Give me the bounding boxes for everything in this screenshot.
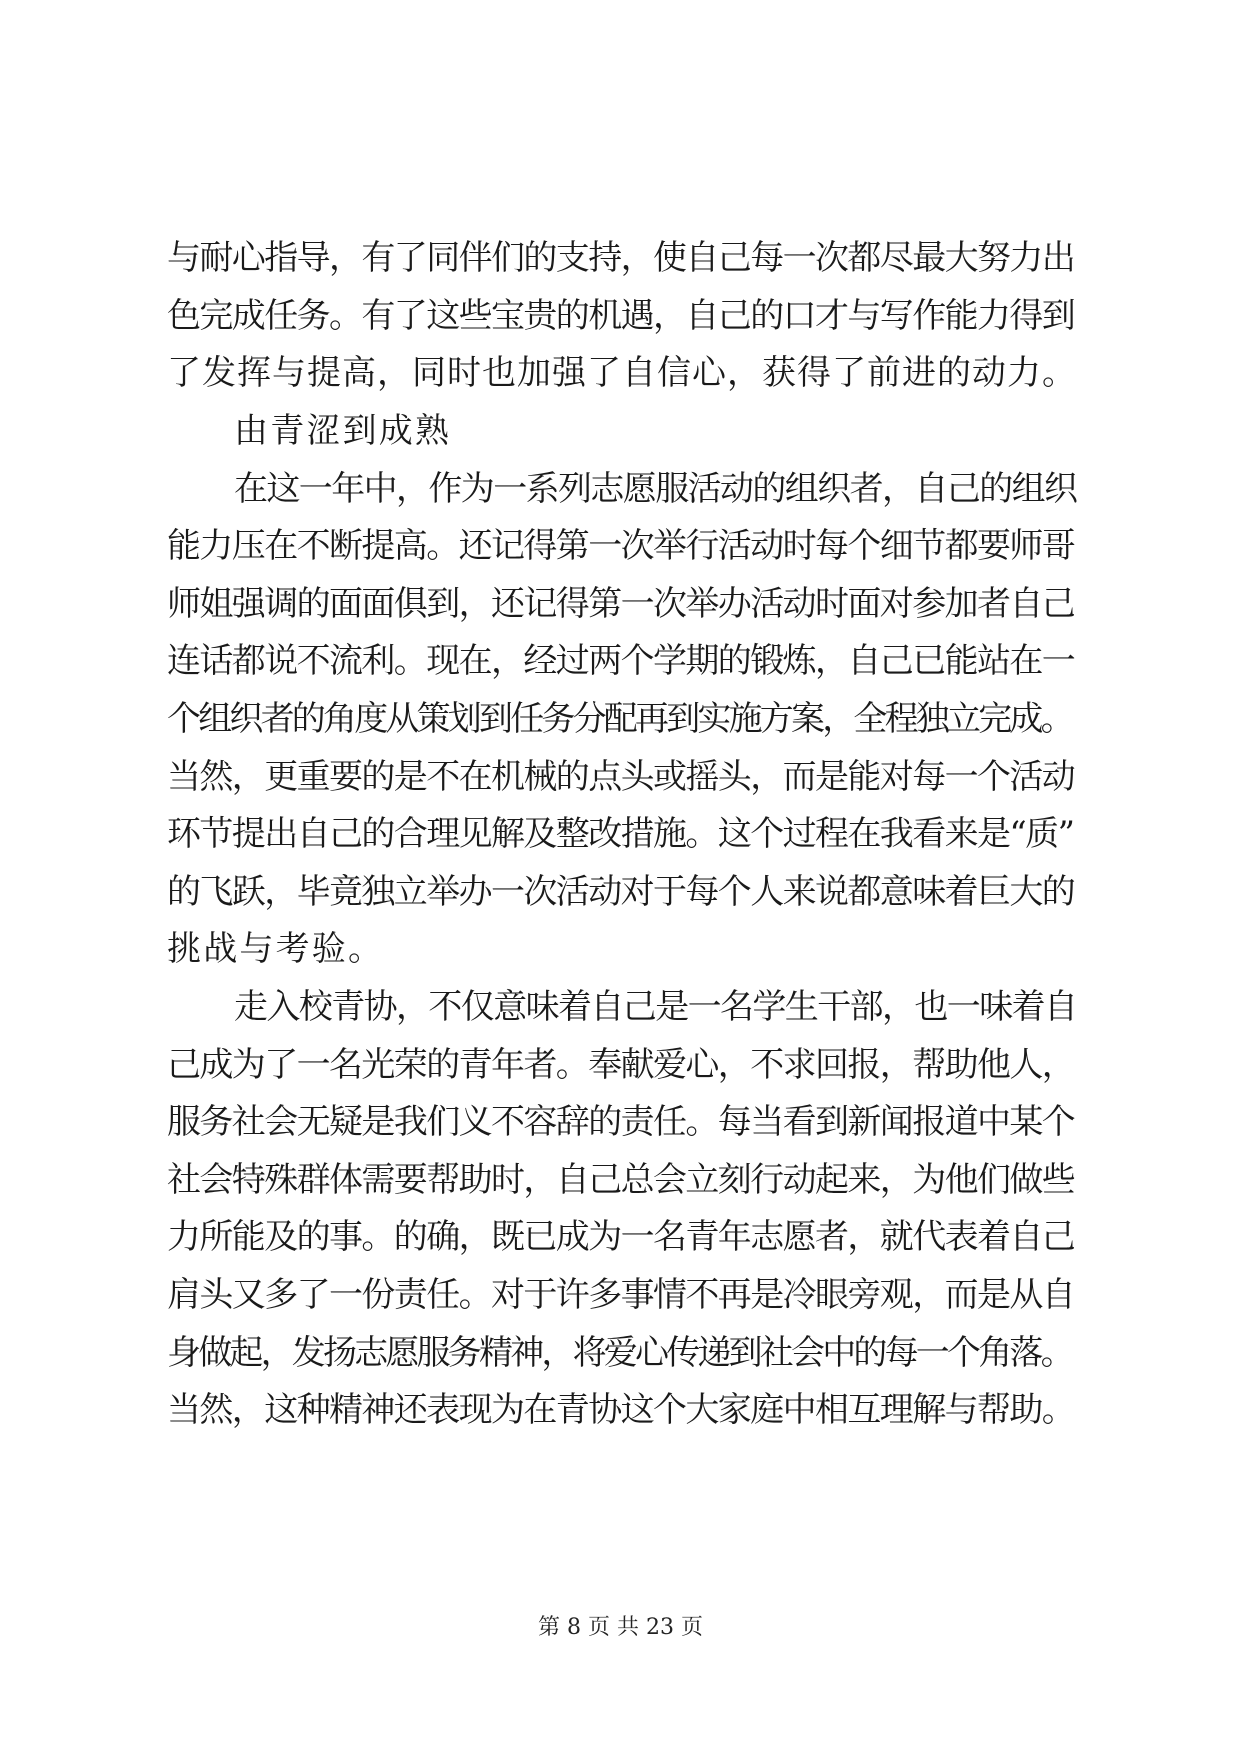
body-text-line: 当然，更重要的是不在机械的点头或摇头，而是能对每一个活动 (167, 757, 1075, 797)
body-text-line: 连话都说不流利。现在，经过两个学期的锻炼，自己已能站在一 (167, 641, 1075, 681)
body-text-line: 在这一年中，作为一系列志愿服活动的组织者，自己的组织 (234, 469, 1077, 509)
body-text-line: 身做起，发扬志愿服务精神，将爱心传递到社会中的每一个角落。 (167, 1333, 1072, 1373)
body-text-line: 社会特殊群体需要帮助时，自己总会立刻行动起来，为他们做些 (167, 1160, 1075, 1200)
body-text-line: 能力压在不断提高。还记得第一次举行活动时每个细节都要师哥 (167, 526, 1075, 566)
body-text-line: 服务社会无疑是我们义不容辞的责任。每当看到新闻报道中某个 (167, 1102, 1075, 1142)
body-text-line: 环节提出自己的合理见解及整改措施。这个过程在我看来是“质” (167, 814, 1074, 854)
page-number-footer: 第 8 页 共 23 页 (538, 1615, 703, 1640)
body-text-line: 挑战与考验。 (167, 929, 385, 969)
body-text-line: 肩头又多了一份责任。对于许多事情不再是冷眼旁观，而是从自 (167, 1275, 1075, 1315)
body-text-line: 了发挥与提高，同时也加强了自信心，获得了前进的动力。 (167, 353, 1077, 393)
body-text-line: 力所能及的事。的确，既已成为一名青年志愿者，就代表着自己 (167, 1217, 1075, 1257)
body-text-line: 己成为了一名光荣的青年者。奉献爱心，不求回报，帮助他人， (167, 1045, 1075, 1085)
body-text-line: 当然，这种精神还表现为在青协这个大家庭中相互理解与帮助。 (167, 1390, 1075, 1430)
section-heading: 由青涩到成熟 (234, 411, 452, 451)
body-text-line: 走入校青协，不仅意味着自己是一名学生干部，也一味着自 (234, 987, 1077, 1027)
body-text-line: 与耐心指导，有了同伴们的支持，使自己每一次都尽最大努力出 (167, 238, 1075, 278)
body-text-line: 师姐强调的面面俱到，还记得第一次举办活动时面对参加者自己 (167, 584, 1075, 624)
body-text-line: 个组织者的角度从策划到任务分配再到实施方案，全程独立完成。 (167, 699, 1072, 739)
body-text-line: 色完成任务。有了这些宝贵的机遇，自己的口才与写作能力得到 (167, 296, 1075, 336)
body-text-line: 的飞跃，毕竟独立举办一次活动对于每个人来说都意味着巨大的 (167, 872, 1075, 912)
